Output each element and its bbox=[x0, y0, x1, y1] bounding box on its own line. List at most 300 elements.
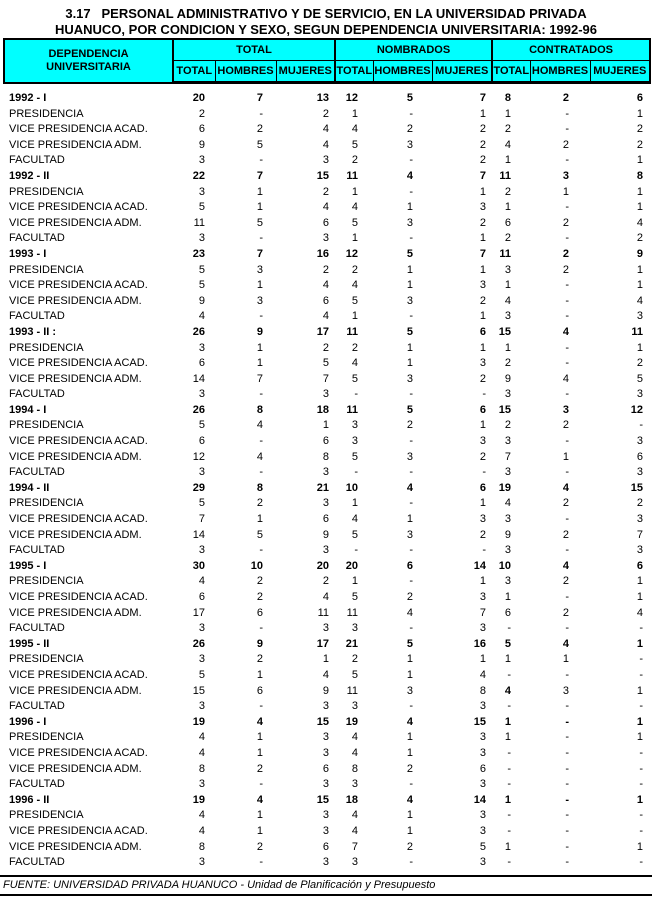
value-cell: 12 bbox=[192, 450, 205, 463]
value-cell: 1 bbox=[406, 809, 413, 822]
value-cell: 6 bbox=[479, 403, 486, 416]
value-cell: 2 bbox=[504, 123, 511, 136]
table-row-period-total bbox=[3, 559, 649, 575]
row-label: VICE PRESIDENCIA ADM. bbox=[9, 216, 142, 229]
value-cell: 3 bbox=[322, 466, 329, 479]
table-row bbox=[3, 138, 649, 154]
value-cell: 2 bbox=[562, 575, 569, 588]
value-cell: 2 bbox=[322, 263, 329, 276]
value-cell: 4 bbox=[504, 684, 511, 697]
value-cell: 1 bbox=[406, 263, 413, 276]
row-label: 1994 - II bbox=[9, 481, 50, 494]
value-cell: 1 bbox=[479, 497, 486, 510]
value-cell: - bbox=[259, 778, 263, 791]
value-cell: - bbox=[507, 762, 511, 775]
value-cell: 4 bbox=[198, 824, 205, 837]
value-cell: 4 bbox=[256, 793, 263, 806]
value-cell: 14 bbox=[473, 793, 486, 806]
value-cell: 3 bbox=[322, 731, 329, 744]
table-row bbox=[3, 496, 649, 512]
value-cell: 5 bbox=[406, 637, 413, 650]
value-cell: 3 bbox=[322, 700, 329, 713]
value-cell: - bbox=[409, 435, 413, 448]
value-cell: 1 bbox=[406, 824, 413, 837]
value-cell: 7 bbox=[256, 169, 263, 182]
value-cell: 19 bbox=[192, 715, 205, 728]
value-cell: 2 bbox=[322, 107, 329, 120]
value-cell: 2 bbox=[322, 341, 329, 354]
value-cell: 2 bbox=[504, 357, 511, 370]
value-cell: 11 bbox=[346, 684, 358, 697]
value-cell: 1 bbox=[256, 731, 263, 744]
value-cell: 5 bbox=[351, 668, 358, 681]
value-cell: 2 bbox=[562, 528, 569, 541]
value-cell: 3 bbox=[322, 778, 329, 791]
value-cell: 4 bbox=[636, 294, 643, 307]
value-cell: 7 bbox=[351, 840, 358, 853]
table-row bbox=[3, 465, 649, 481]
value-cell: 3 bbox=[322, 232, 329, 245]
value-cell: 3 bbox=[198, 232, 205, 245]
table-row bbox=[3, 574, 649, 590]
value-cell: 1 bbox=[351, 310, 358, 323]
table-row bbox=[3, 309, 649, 325]
value-cell: 4 bbox=[256, 419, 263, 432]
value-cell: 1 bbox=[256, 185, 263, 198]
value-cell: 1 bbox=[256, 824, 263, 837]
value-cell: 6 bbox=[256, 606, 263, 619]
table-row bbox=[3, 840, 649, 856]
value-cell: 26 bbox=[192, 403, 205, 416]
value-cell: 1 bbox=[479, 419, 486, 432]
subcol-header-nombrados-total: TOTAL bbox=[335, 61, 373, 83]
table-row bbox=[3, 543, 649, 559]
value-cell: 1 bbox=[504, 341, 511, 354]
value-cell: 18 bbox=[316, 403, 329, 416]
table-row bbox=[3, 387, 649, 403]
value-cell: 1 bbox=[636, 684, 643, 697]
row-label: VICE PRESIDENCIA ADM. bbox=[9, 138, 142, 151]
value-cell: - bbox=[565, 778, 569, 791]
row-label: 1992 - II bbox=[9, 169, 50, 182]
value-cell: 1 bbox=[351, 497, 358, 510]
value-cell: 1 bbox=[504, 731, 511, 744]
table-row bbox=[3, 699, 649, 715]
row-label: 1996 - I bbox=[9, 715, 47, 728]
value-cell: 1 bbox=[479, 575, 486, 588]
value-cell: 3 bbox=[479, 731, 486, 744]
value-cell: 5 bbox=[406, 325, 413, 338]
value-cell: 15 bbox=[316, 793, 329, 806]
value-cell: 1 bbox=[636, 793, 643, 806]
value-cell: 6 bbox=[406, 559, 413, 572]
table-row-period-total bbox=[3, 793, 649, 809]
value-cell: 1 bbox=[562, 185, 569, 198]
value-cell: 4 bbox=[198, 575, 205, 588]
value-cell: 19 bbox=[345, 715, 358, 728]
value-cell: 2 bbox=[636, 357, 643, 370]
value-cell: 3 bbox=[479, 746, 486, 759]
value-cell: - bbox=[565, 746, 569, 759]
value-cell: 6 bbox=[479, 481, 486, 494]
value-cell: 3 bbox=[504, 575, 511, 588]
value-cell: - bbox=[409, 778, 413, 791]
value-cell: 3 bbox=[198, 856, 205, 869]
value-cell: 9 bbox=[198, 294, 205, 307]
value-cell: 3 bbox=[198, 622, 205, 635]
value-cell: 3 bbox=[351, 778, 358, 791]
value-cell: 15 bbox=[316, 715, 329, 728]
row-label: 1995 - II bbox=[9, 637, 50, 650]
value-cell: 4 bbox=[351, 357, 358, 370]
value-cell: 12 bbox=[630, 403, 643, 416]
page-title bbox=[0, 0, 652, 38]
value-cell: - bbox=[565, 201, 569, 214]
value-cell: 4 bbox=[322, 591, 329, 603]
value-cell: 8 bbox=[256, 403, 263, 416]
value-cell: 5 bbox=[351, 528, 358, 541]
value-cell: 3 bbox=[198, 544, 205, 557]
value-cell: 4 bbox=[562, 372, 569, 385]
value-cell: - bbox=[565, 435, 569, 448]
value-cell: - bbox=[565, 107, 569, 120]
value-cell: 2 bbox=[351, 154, 358, 167]
row-label: VICE PRESIDENCIA ACAD. bbox=[9, 279, 148, 292]
value-cell: 4 bbox=[504, 294, 511, 307]
value-cell: 5 bbox=[256, 138, 263, 151]
value-cell: 17 bbox=[316, 325, 329, 338]
table-row bbox=[3, 278, 649, 294]
value-cell: 4 bbox=[256, 715, 263, 728]
value-cell: - bbox=[259, 232, 263, 245]
value-cell: - bbox=[639, 622, 643, 635]
value-cell: - bbox=[639, 824, 643, 837]
value-cell: 2 bbox=[479, 450, 486, 463]
value-cell: 1 bbox=[479, 185, 486, 198]
value-cell: - bbox=[409, 107, 413, 120]
table-row bbox=[3, 606, 649, 622]
value-cell: 1 bbox=[256, 341, 263, 354]
value-cell: 3 bbox=[636, 544, 643, 557]
value-cell: - bbox=[565, 123, 569, 136]
value-cell: 26 bbox=[192, 637, 205, 650]
value-cell: 3 bbox=[322, 622, 329, 635]
value-cell: - bbox=[565, 840, 569, 853]
value-cell: 7 bbox=[256, 247, 263, 260]
value-cell: 6 bbox=[322, 216, 329, 229]
table-row bbox=[3, 668, 649, 684]
value-cell: 3 bbox=[198, 185, 205, 198]
value-cell: 5 bbox=[198, 263, 205, 276]
value-cell: 17 bbox=[316, 637, 329, 650]
row-label: PRESIDENCIA bbox=[9, 419, 84, 432]
value-cell: - bbox=[565, 715, 569, 728]
value-cell: 4 bbox=[322, 310, 329, 323]
value-cell: 6 bbox=[636, 559, 643, 572]
value-cell: 3 bbox=[198, 154, 205, 167]
subcol-header-nombrados-hombres: HOMBRES bbox=[373, 61, 432, 83]
table-row-period-total bbox=[3, 91, 649, 107]
value-cell: 1 bbox=[406, 653, 413, 666]
value-cell: 2 bbox=[479, 294, 486, 307]
value-cell: 4 bbox=[322, 123, 329, 136]
value-cell: - bbox=[507, 809, 511, 822]
value-cell: - bbox=[565, 154, 569, 167]
value-cell: 6 bbox=[479, 325, 486, 338]
table-row bbox=[3, 528, 649, 544]
value-cell: - bbox=[409, 856, 413, 869]
table-row bbox=[3, 730, 649, 746]
table-row bbox=[3, 294, 649, 310]
value-cell: 2 bbox=[562, 138, 569, 151]
value-cell: 1 bbox=[406, 201, 413, 214]
value-cell: 1 bbox=[636, 201, 643, 214]
value-cell: 1 bbox=[406, 279, 413, 292]
table-row bbox=[3, 621, 649, 637]
value-cell: 5 bbox=[256, 216, 263, 229]
value-cell: 5 bbox=[351, 294, 358, 307]
value-cell: 1 bbox=[256, 357, 263, 370]
value-cell: - bbox=[565, 762, 569, 775]
value-cell: - bbox=[565, 466, 569, 479]
value-cell: 1 bbox=[479, 232, 486, 245]
value-cell: 7 bbox=[479, 169, 486, 182]
value-cell: - bbox=[565, 294, 569, 307]
value-cell: 9 bbox=[504, 528, 511, 541]
value-cell: 2 bbox=[256, 840, 263, 853]
value-cell: 4 bbox=[256, 450, 263, 463]
title-line-1: 3.17 PERSONAL ADMINISTRATIVO Y DE SERVICIO, EN LA UNIVERSIDAD PRIVADA bbox=[65, 6, 587, 21]
table-row bbox=[3, 512, 649, 528]
value-cell: 1 bbox=[504, 653, 511, 666]
value-cell: 13 bbox=[316, 92, 329, 104]
value-cell: - bbox=[259, 435, 263, 448]
row-label: VICE PRESIDENCIA ACAD. bbox=[9, 123, 148, 136]
value-cell: 3 bbox=[479, 824, 486, 837]
value-cell: - bbox=[565, 341, 569, 354]
row-label: PRESIDENCIA bbox=[9, 185, 84, 198]
value-cell: - bbox=[639, 668, 643, 681]
table-row-period-total bbox=[3, 481, 649, 497]
value-cell: - bbox=[639, 762, 643, 775]
value-cell: 1 bbox=[636, 591, 643, 603]
table-header bbox=[3, 38, 651, 84]
value-cell: - bbox=[639, 700, 643, 713]
value-cell: 1 bbox=[406, 731, 413, 744]
value-cell: 1 bbox=[256, 201, 263, 214]
value-cell: 3 bbox=[198, 778, 205, 791]
value-cell: 2 bbox=[504, 419, 511, 432]
value-cell: 8 bbox=[322, 450, 329, 463]
row-label: FACULTAD bbox=[9, 856, 65, 869]
value-cell: 2 bbox=[198, 107, 205, 120]
value-cell: 1 bbox=[504, 107, 511, 120]
value-cell: 1 bbox=[636, 279, 643, 292]
value-cell: 5 bbox=[198, 497, 205, 510]
value-cell: 2 bbox=[562, 92, 569, 104]
value-cell: 3 bbox=[636, 435, 643, 448]
value-cell: 1 bbox=[256, 746, 263, 759]
table-row bbox=[3, 684, 649, 700]
value-cell: 3 bbox=[479, 591, 486, 603]
value-cell: - bbox=[409, 622, 413, 635]
value-cell: 3 bbox=[636, 513, 643, 526]
value-cell: 3 bbox=[406, 294, 413, 307]
value-cell: 7 bbox=[636, 528, 643, 541]
value-cell: - bbox=[565, 544, 569, 557]
value-cell: 15 bbox=[473, 715, 486, 728]
value-cell: 1 bbox=[479, 653, 486, 666]
value-cell: 4 bbox=[198, 310, 205, 323]
table-row bbox=[3, 418, 649, 434]
row-label: PRESIDENCIA bbox=[9, 809, 84, 822]
value-cell: - bbox=[259, 388, 263, 401]
group-header-total: TOTAL bbox=[173, 39, 335, 61]
value-cell: 1 bbox=[504, 591, 511, 603]
value-cell: - bbox=[354, 544, 358, 557]
value-cell: 2 bbox=[562, 497, 569, 510]
value-cell: - bbox=[409, 154, 413, 167]
row-label: FACULTAD bbox=[9, 232, 65, 245]
value-cell: 8 bbox=[198, 840, 205, 853]
value-cell: 3 bbox=[504, 310, 511, 323]
value-cell: 3 bbox=[351, 700, 358, 713]
value-cell: 3 bbox=[504, 513, 511, 526]
value-cell: 2 bbox=[256, 653, 263, 666]
value-cell: - bbox=[639, 856, 643, 869]
value-cell: 4 bbox=[351, 123, 358, 136]
value-cell: 8 bbox=[479, 684, 486, 697]
value-cell: 10 bbox=[250, 559, 263, 572]
value-cell: 3 bbox=[256, 294, 263, 307]
subcol-header-total-hombres: HOMBRES bbox=[215, 61, 276, 83]
row-label: VICE PRESIDENCIA ADM. bbox=[9, 762, 142, 775]
value-cell: 3 bbox=[406, 450, 413, 463]
value-cell: - bbox=[259, 700, 263, 713]
value-cell: 20 bbox=[345, 559, 358, 572]
value-cell: 4 bbox=[351, 279, 358, 292]
value-cell: 3 bbox=[479, 435, 486, 448]
value-cell: 4 bbox=[351, 824, 358, 837]
row-label: FACULTAD bbox=[9, 388, 65, 401]
value-cell: 3 bbox=[406, 372, 413, 385]
value-cell: 3 bbox=[504, 435, 511, 448]
value-cell: 1 bbox=[562, 450, 569, 463]
value-cell: 1 bbox=[351, 185, 358, 198]
value-cell: 2 bbox=[256, 591, 263, 603]
value-cell: 4 bbox=[636, 606, 643, 619]
value-cell: 15 bbox=[630, 481, 643, 494]
value-cell: 2 bbox=[256, 762, 263, 775]
value-cell: 12 bbox=[345, 92, 358, 104]
row-label: FACULTAD bbox=[9, 778, 65, 791]
value-cell: 10 bbox=[498, 559, 511, 572]
value-cell: - bbox=[565, 809, 569, 822]
value-cell: 4 bbox=[504, 138, 511, 151]
value-cell: 3 bbox=[322, 824, 329, 837]
group-header-nombrados: NOMBRADOS bbox=[335, 39, 492, 61]
value-cell: 1 bbox=[636, 715, 643, 728]
row-label: VICE PRESIDENCIA ACAD. bbox=[9, 201, 148, 214]
subcol-header-nombrados-mujeres: MUJERES bbox=[432, 61, 492, 83]
subcol-header-total-mujeres: MUJERES bbox=[276, 61, 335, 83]
value-cell: - bbox=[565, 388, 569, 401]
table-row-period-total bbox=[3, 403, 649, 419]
row-label: VICE PRESIDENCIA ADM. bbox=[9, 450, 142, 463]
value-cell: 4 bbox=[351, 746, 358, 759]
value-cell: 2 bbox=[479, 123, 486, 136]
row-label: VICE PRESIDENCIA ACAD. bbox=[9, 824, 148, 837]
value-cell: 3 bbox=[351, 419, 358, 432]
value-cell: 4 bbox=[198, 746, 205, 759]
value-cell: 2 bbox=[406, 762, 413, 775]
value-cell: 3 bbox=[479, 201, 486, 214]
value-cell: 3 bbox=[504, 388, 511, 401]
value-cell: 4 bbox=[198, 731, 205, 744]
row-label: VICE PRESIDENCIA ADM. bbox=[9, 606, 142, 619]
row-label: VICE PRESIDENCIA ACAD. bbox=[9, 435, 148, 448]
value-cell: 6 bbox=[198, 591, 205, 603]
value-cell: 2 bbox=[479, 528, 486, 541]
value-cell: - bbox=[259, 544, 263, 557]
value-cell: 5 bbox=[198, 668, 205, 681]
row-label: VICE PRESIDENCIA ADM. bbox=[9, 294, 142, 307]
value-cell: 8 bbox=[504, 92, 511, 104]
value-cell: 21 bbox=[316, 481, 329, 494]
table-row bbox=[3, 122, 649, 138]
value-cell: 6 bbox=[636, 450, 643, 463]
value-cell: 5 bbox=[351, 591, 358, 603]
value-cell: 2 bbox=[504, 185, 511, 198]
value-cell: 7 bbox=[479, 606, 486, 619]
value-cell: - bbox=[507, 668, 511, 681]
value-cell: - bbox=[354, 466, 358, 479]
table-row bbox=[3, 153, 649, 169]
value-cell: 2 bbox=[636, 138, 643, 151]
value-cell: 3 bbox=[479, 856, 486, 869]
row-label: VICE PRESIDENCIA ACAD. bbox=[9, 668, 148, 681]
value-cell: 3 bbox=[322, 154, 329, 167]
value-cell: - bbox=[259, 154, 263, 167]
value-cell: 29 bbox=[192, 481, 205, 494]
value-cell: 1 bbox=[562, 653, 569, 666]
source-note: FUENTE: UNIVERSIDAD PRIVADA HUANUCO - Unidad de Planificación y Presupuesto bbox=[0, 875, 652, 896]
value-cell: 3 bbox=[198, 388, 205, 401]
value-cell: - bbox=[482, 388, 486, 401]
row-label: VICE PRESIDENCIA ACAD. bbox=[9, 357, 148, 370]
value-cell: 1 bbox=[636, 263, 643, 276]
value-cell: 11 bbox=[193, 216, 205, 229]
value-cell: 4 bbox=[351, 809, 358, 822]
subcol-header-total-total: TOTAL bbox=[173, 61, 215, 83]
value-cell: 2 bbox=[504, 232, 511, 245]
value-cell: 9 bbox=[636, 247, 643, 260]
value-cell: 3 bbox=[562, 403, 569, 416]
value-cell: - bbox=[639, 653, 643, 666]
row-label: 1993 - I bbox=[9, 247, 47, 260]
value-cell: 17 bbox=[192, 606, 205, 619]
value-cell: 3 bbox=[504, 466, 511, 479]
value-cell: 5 bbox=[198, 419, 205, 432]
value-cell: 18 bbox=[345, 793, 358, 806]
value-cell: 3 bbox=[322, 856, 329, 869]
value-cell: 2 bbox=[351, 653, 358, 666]
value-cell: 3 bbox=[479, 279, 486, 292]
value-cell: 1 bbox=[406, 341, 413, 354]
table-row bbox=[3, 777, 649, 793]
value-cell: 2 bbox=[406, 123, 413, 136]
value-cell: 4 bbox=[562, 325, 569, 338]
